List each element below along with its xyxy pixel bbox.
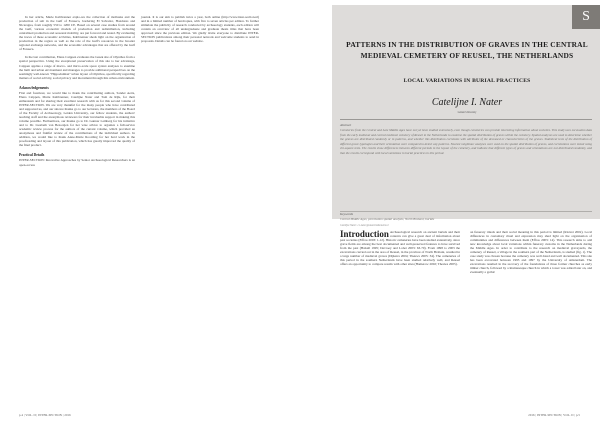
author-name: Catelijne I. Nater	[431, 97, 503, 108]
divider	[340, 119, 592, 120]
practical-details-text: INTER-SECTION: Innovative Approaches by Senior Archaeological Researchers is an open-access	[19, 158, 135, 167]
section-letter: S	[582, 9, 590, 24]
left-column-1	[19, 15, 135, 171]
paragraph: In the last contribution, Elena Caippen evaluates the Greek site of Olynthos from a spatial perspective. Using the exceptional preservation of this site to her advantage, Caippen applies a range of macro- and micro-scale space syntax analyses to examine the built and urban environment and manages to provide additional perspectives on the seemingly well-known "Hippodamian" urban layout of Olynthos, specifically regarding matters of social activity, social privacy and movement through this urban environment.	[19, 55, 135, 80]
author-affiliation: Leiden University	[457, 111, 477, 114]
introduction-text: Archaeological research on ancient burials and their contexts can give a great deal of information about past societies (Effros 2003: 1-12). Historic cemeteries have been studied extensively, since grave fields are among the best documented and well-preserved features to have survived from the past (Halsall 1995; Devroey and Lobet 2003: 63-70). From 1998 to 2003 the excavations carried out in the area of Reusel, in the province of North Brabant, resulted in a large number of medieval graves (Dijkstra 2004; Theuws 2005: 34). The cemeteries of this period in the southern Netherlands have been studied relatively well, and Reusel offers an opportunity to compare results with other sites (Hamerow 2002; Theuws 2005).	[340, 230, 460, 267]
introduction-paragraph	[340, 230, 460, 266]
left-column-2	[141, 15, 259, 47]
practical-details-heading: Practical Details	[19, 153, 45, 158]
keywords-text: Central Middle Ages, percolation spatial analysis, North Brabant, burials	[340, 217, 435, 221]
intro-heading: Introduction	[340, 229, 389, 239]
page-footer-left: p.4 | VOL. II | INTER-SECTION | 2016	[19, 413, 71, 417]
article-subtitle: LOCAL VARIATIONS IN BURIAL PRACTICES	[403, 78, 531, 84]
abstract-label: Abstract	[340, 123, 352, 127]
paragraph: on funerary rituals and their social meaning in this period is limited (Ristvet 2002). Local differences in customary ritual and expression may shed light on the organisation of communities and differences between them (Effros 2003: 14). This research aims to add new knowledge about local variations within funerary customs in the Netherlands during the Middle Ages. In order to contribute to the research on medieval graveyards, the cemetery of Reusel, a village in the southern part of the Netherlands, is studied (fig. 1). The case study was chosen because the cemetery was well dated and well documented. This site has been excavated between 1995 and 1997 by the University of Amsterdam. The excavations resulted in the recovery of the foundations of three former churches as early timber church, followed by a Romanesque church in which a tower was added later on, and eventually a gothic	[470, 230, 592, 275]
acknowledgements-heading: Acknowledgements	[19, 85, 49, 90]
paragraph: journal. It is our aim to publish twice a year, both online (http://www.inter-section.nl) and in a limited number of hardcopies, with five to seven articles per edition. To further stimulate the publicity of research conducted by archaeology students, each edition will contain an overview of all undergraduate and graduate thesis titles that have been approved since the previous edition. We gladly invite everyone to distribute INTER-SECTION publications among their personal network and welcome students to send in proposals. Details can be found on our website.	[141, 15, 259, 44]
right-page	[300, 0, 600, 424]
right-column-1	[340, 230, 460, 270]
divider	[340, 211, 592, 212]
keywords-label: Keywords	[340, 212, 354, 216]
page-footer-right: 2016 | INTER-SECTION | VOL. II | p.5	[528, 413, 580, 417]
right-column-2	[470, 230, 592, 279]
paragraph: In her article, Marie Kaltbrenner explo-res the collection of mollusks and the production of salt in the Gulf of Fonseca, bordering El Salvador, Honduras and Nicaragua, from roughly 550 to 1200 CE. Based on several case studies from around the Gulf, various economic models of production and redistribution, including centralized production and seasonal mobility, are put forward and tested. By evaluating the traces of these economic activities, Kaltbrenner sheds light on the organization of production in the region as well as the role of the Gulf's resources in the broader regional exchange networks, and the economic advantages that are offered by the Gulf of Fonseca.	[19, 15, 135, 52]
abstract-text: Cemeteries from the Central and Late Middle Ages have not yet been studied extensively, even though cemeteries can provide interesting information about societies. This study uses excavation data from the early medieval and central medieval cemetery of Reusel in the Netherlands to examine the spatial distribution of graves within the cemetery. Spatial analyses are used to determine whether the graves are distributed randomly or in patterns, and whether this distribution correlates with attributes of the deceased or characteristics of the graves. Statistical tests of the distribution of different grave typologies and their orientation were compared to detect any patterns. Nearest neighbour analyses were used on the spatial distribution of graves, and correlations were tested using chi-square tests. The results show differences between different periods in the layout of the cemetery, and indicate that different types of graves and orientations are not distributed randomly, and that the results correspond with local variations in burial practices in this period.	[340, 128, 592, 155]
author-contact: Catelijne Nater: c.i.nater@umail.leidenuniv.nl	[340, 224, 389, 227]
acknowledgements-text: First and foremost, we would like to thank the contributing authors, Sander Aerts, Elena Caippen, Marie Kaltbrenner, Catelijne Nater and Tom de Rijk, for their enthusiasm and for sharing their excellent research with us for this second volume of INTER-SECTION. We are very thankful for the many people who have contributed and supported us, and our sincere thanks go to our lecturers, the members of the Board of the Faculty of Archaeology, Leiden University, our fellow students, the authors' teaching staff and the anonymous reviewers for their invaluable support in making this volume possible. Furthermore, our thanks go to Dr. Gunnar Lamberg for his initiative and to Dr. Liesbeth van Bezooijen for her wise advice to organize a full-service academic review process for the authors of the current volume, which provided an anonymous and fruitful review of the contributions of the individual authors. In addition, we would like to thank Anne-Marie Roording for her hard work in the proofreading and layout of this publication, which has greatly improved the quality of the final product.	[19, 90, 135, 148]
article-title: PATTERNS IN THE DISTRIBUTION OF GRAVES IN THE CENTRAL MEDIEVAL CEMETERY OF REUSEL, THE NETHERLANDS	[346, 40, 588, 60]
